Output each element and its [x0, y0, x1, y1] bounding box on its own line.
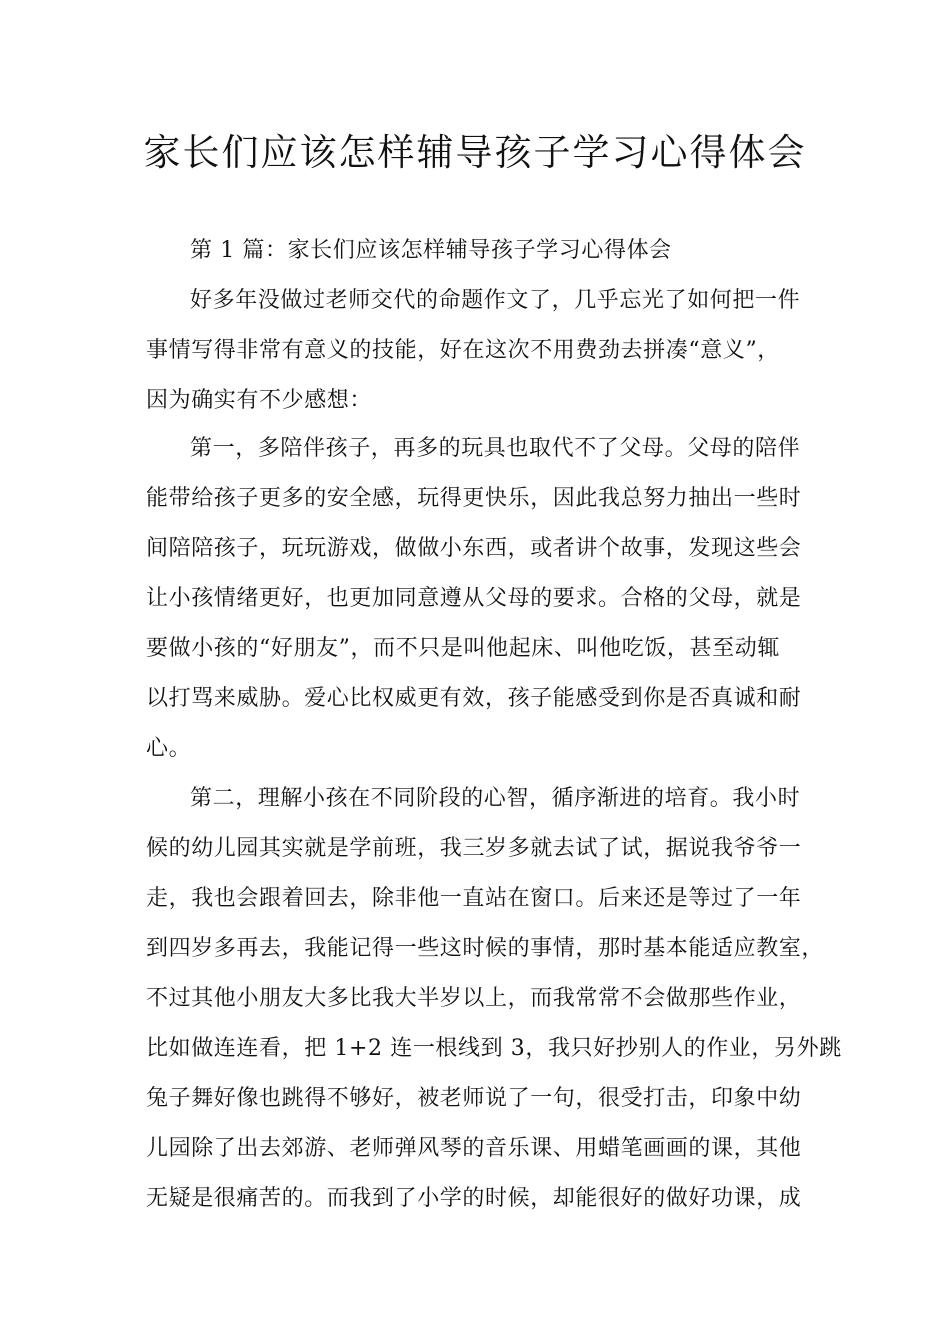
paragraph-line: 事情写得非常有意义的技能，好在这次不用费劲去拼凑“意义”，: [146, 338, 780, 363]
paragraph-line: 间陪陪孩子，玩玩游戏，做做小东西，或者讲个故事，发现这些会: [146, 536, 802, 561]
paragraph-line: 能带给孩子更多的安全感，玩得更快乐，因此我总努力抽出一些时: [146, 486, 802, 511]
paragraph-line: 走，我也会跟着回去，除非他一直站在窗口。后来还是等过了一年: [146, 886, 802, 911]
paragraph-line: 以打骂来威胁。爱心比权威更有效，孩子能感受到你是否真诚和耐: [146, 686, 802, 711]
paragraph-line: 比如做连连看，把 1+2 连一根线到 3，我只好抄别人的作业，另外跳: [146, 1036, 842, 1061]
paragraph-line: 无疑是很痛苦的。而我到了小学的时候，却能很好的做好功课，成: [146, 1186, 802, 1211]
paragraph-line: 要做小孩的“好朋友”，而不只是叫他起床、叫他吃饭，甚至动辄: [146, 636, 780, 661]
paragraph-line: 让小孩情绪更好，也更加同意遵从父母的要求。合格的父母，就是: [146, 586, 802, 611]
paragraph-line: 第二，理解小孩在不同阶段的心智，循序渐进的培育。我小时: [190, 786, 801, 811]
document-title: 家长们应该怎样辅导孩子学习心得体会: [143, 131, 807, 174]
paragraph-line: 不过其他小朋友大多比我大半岁以上，而我常常不会做那些作业，: [146, 986, 802, 1011]
paragraph-line: 儿园除了出去郊游、老师弹风琴的音乐课、用蜡笔画画的课，其他: [146, 1136, 802, 1161]
paragraph-line: 因为确实有不少感想：: [146, 388, 373, 413]
paragraph-line: 好多年没做过老师交代的命题作文了，几乎忘光了如何把一件: [190, 288, 801, 313]
paragraph-line: 候的幼儿园其实就是学前班，我三岁多就去试了试，据说我爷爷一: [146, 836, 802, 861]
section-heading: 第 1 篇：家长们应该怎样辅导孩子学习心得体会: [190, 238, 672, 263]
paragraph-line: 第一，多陪伴孩子，再多的玩具也取代不了父母。父母的陪伴: [190, 436, 801, 461]
paragraph-line: 到四岁多再去，我能记得一些这时候的事情，那时基本能适应教室，: [146, 936, 825, 961]
paragraph-line: 兔子舞好像也跳得不够好，被老师说了一句，很受打击，印象中幼: [146, 1086, 802, 1111]
paragraph-line: 心。: [146, 736, 192, 761]
